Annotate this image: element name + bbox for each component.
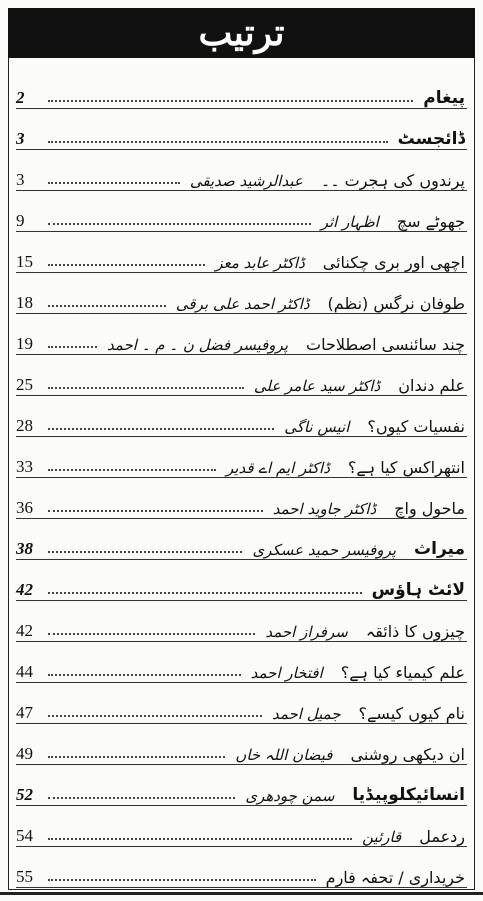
entry-title: علم دندان	[398, 376, 465, 395]
toc-entry[interactable]	[8, 232, 475, 272]
entry-author: سرفراز احمد	[265, 623, 348, 641]
entry-title: پرندوں کی ہجرت ۔۔	[320, 171, 465, 190]
dot-leader	[48, 673, 241, 676]
entry-page-number: 38	[16, 539, 33, 558]
dot-leader	[48, 714, 262, 717]
toc-entry[interactable]	[8, 396, 475, 436]
entry-author: فیضان اللہ خاں	[235, 746, 333, 764]
toc-entry[interactable]	[8, 847, 475, 887]
entry-title: پیغام	[423, 88, 465, 108]
entry-page-number: 33	[16, 457, 33, 476]
toc-entry[interactable]	[8, 683, 475, 723]
entry-author: جمیل احمد	[271, 705, 341, 723]
dot-leader	[48, 345, 97, 348]
toc-entry[interactable]	[8, 109, 475, 149]
dot-leader	[48, 222, 311, 225]
toc-entry[interactable]	[8, 601, 475, 641]
entry-author: ڈاکٹر جاوید احمد	[272, 500, 377, 518]
entry-page-number: 42	[16, 580, 33, 599]
dot-leader	[48, 263, 205, 266]
entry-title: انسائیکلوپیڈیا	[352, 785, 465, 805]
entry-title: جھوٹے سچ	[396, 212, 465, 231]
entry-title: طوفان نرگس (نظم)	[327, 294, 465, 313]
bottom-rule	[0, 892, 483, 895]
entry-page-number: 44	[16, 662, 33, 681]
toc-entry[interactable]	[8, 560, 475, 600]
dot-leader	[48, 632, 255, 635]
entry-page-number: 9	[16, 211, 25, 230]
entry-author: قارئین	[362, 828, 402, 846]
toc-entry[interactable]	[8, 806, 475, 846]
toc-entry[interactable]	[8, 478, 475, 518]
toc-entry[interactable]	[8, 724, 475, 764]
dot-leader	[48, 591, 362, 594]
dot-leader	[48, 181, 180, 184]
entry-title: ماحول واچ	[394, 499, 465, 518]
entry-author: ڈاکٹر عابد معز	[215, 254, 305, 272]
toc-entry[interactable]	[8, 437, 475, 477]
entry-title: چند سائنسی اصطلاحات	[306, 335, 465, 354]
entry-page-number: 42	[16, 621, 33, 640]
entry-title: ردعمل	[419, 827, 465, 846]
entry-title: ڈائجسٹ	[397, 129, 465, 149]
entry-author: پروفیسر حمید عسکری	[252, 541, 397, 559]
entry-title: نفسیات کیوں؟	[367, 417, 465, 436]
entry-page-number: 25	[16, 375, 33, 394]
toc-entry[interactable]	[8, 355, 475, 395]
toc-entry[interactable]	[8, 273, 475, 313]
entry-title: نام کیوں کیسے؟	[358, 704, 465, 723]
toc-entry[interactable]	[8, 519, 475, 559]
dot-leader	[48, 468, 216, 471]
dot-leader	[48, 755, 225, 758]
dot-leader	[48, 878, 316, 881]
dot-leader	[48, 509, 263, 512]
dot-leader	[48, 140, 388, 143]
toc-entry[interactable]	[8, 765, 475, 805]
entry-author: افتخار احمد	[250, 664, 323, 682]
toc-entry[interactable]	[8, 642, 475, 682]
entry-page-number: 36	[16, 498, 33, 517]
entry-author: انیس ناگی	[284, 418, 350, 436]
toc-entry[interactable]	[8, 150, 475, 190]
entry-page-number: 55	[16, 867, 33, 886]
toc-header	[8, 8, 475, 58]
entry-author: پروفیسر فضل ن ۔ م ۔ احمد	[106, 336, 288, 354]
dot-leader	[48, 837, 352, 840]
entry-page-number: 2	[16, 88, 25, 107]
entry-author: عبدالرشید صدیقی	[189, 172, 303, 190]
entry-author: ڈاکٹر ایم اے قدیر	[226, 459, 330, 477]
toc-list	[8, 68, 475, 888]
dot-leader	[48, 304, 166, 307]
toc-entry[interactable]	[8, 191, 475, 231]
entry-title: خریداری / تحفہ فارم	[325, 868, 465, 887]
entry-page-number: 19	[16, 334, 33, 353]
entry-title: میراث	[414, 539, 465, 559]
entry-author: ڈاکٹر احمد علی برقی	[175, 295, 310, 313]
dot-leader	[48, 796, 235, 799]
dot-leader	[48, 99, 413, 102]
entry-title: چیزوں کا ذائقہ	[365, 622, 465, 641]
row-divider	[16, 887, 467, 888]
dot-leader	[48, 386, 244, 389]
entry-page-number: 28	[16, 416, 33, 435]
entry-page-number: 15	[16, 252, 33, 271]
toc-entry[interactable]	[8, 314, 475, 354]
dot-leader	[48, 427, 274, 430]
entry-title: انتھراکس کیا ہے؟	[347, 458, 465, 477]
entry-author: سمن چودھری	[245, 787, 335, 805]
entry-page-number: 52	[16, 785, 33, 804]
entry-author: ڈاکٹر سید عامر علی	[253, 377, 381, 395]
entry-author: اظہار اثر	[320, 213, 379, 231]
entry-title: علم کیمیاء کیا ہے؟	[340, 663, 465, 682]
entry-page-number: 18	[16, 293, 33, 312]
dot-leader	[48, 550, 242, 553]
entry-page-number: 47	[16, 703, 33, 722]
toc-entry[interactable]	[8, 68, 475, 108]
entry-title: ان دیکھی روشنی	[350, 745, 465, 764]
entry-page-number: 3	[16, 170, 25, 189]
entry-title: لائٹ ہاؤس	[371, 580, 465, 600]
entry-page-number: 54	[16, 826, 33, 845]
toc-heading: ترتیب	[198, 12, 285, 54]
entry-page-number: 3	[16, 129, 25, 148]
entry-title: اچھی اور بری چکنائی	[322, 253, 465, 272]
entry-page-number: 49	[16, 744, 33, 763]
